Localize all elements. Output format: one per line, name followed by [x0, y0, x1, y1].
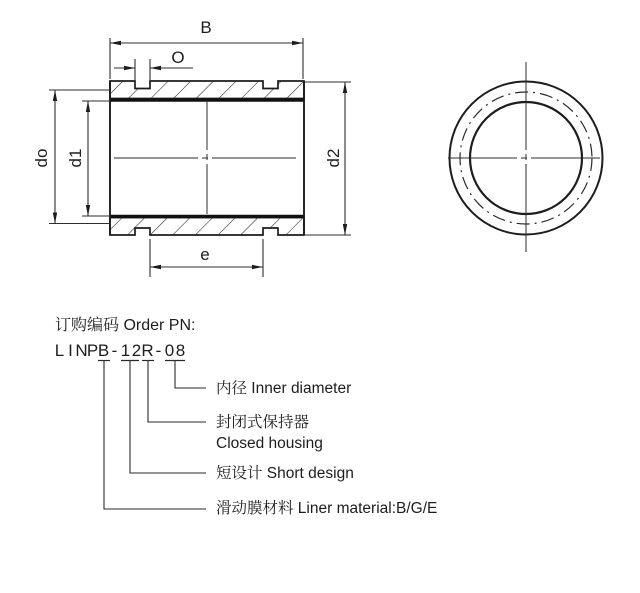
callout-closed-housing-cjk: 封闭式保持器 [216, 414, 310, 431]
arrowhead [343, 82, 347, 93]
dim-label-O: O [171, 48, 185, 67]
leader-inner-diameter [175, 361, 206, 389]
dim-d2 [305, 82, 351, 235]
arrowhead [343, 224, 347, 235]
callout-liner-material: 滑动膜材料 Liner material:B/G/E [216, 500, 438, 517]
top-wall-hatched [110, 81, 304, 99]
dim-label-e: e [200, 245, 210, 264]
dim-O [114, 48, 193, 80]
dim-e [150, 239, 263, 277]
arrowhead [86, 205, 90, 216]
arrowhead [124, 66, 135, 70]
pn-callout-leaders [104, 361, 206, 510]
arrowhead [150, 265, 161, 269]
callout-short-design: 短设计 Short design [216, 465, 354, 482]
dim-label-d1: d1 [66, 148, 85, 168]
bottom-wall-hatched [110, 218, 304, 236]
arrowhead [53, 90, 57, 101]
section-centerlines [114, 100, 298, 217]
arrowhead [53, 213, 57, 224]
end-view [448, 62, 603, 256]
arrowhead [292, 41, 303, 45]
callout-closed-housing-en: Closed housing [216, 435, 323, 452]
arrowhead [252, 265, 263, 269]
dim-label-B: B [200, 18, 212, 37]
leader-closed-housing [148, 361, 206, 423]
order-pn-code: LINPB-12R-08 [54, 341, 186, 360]
dim-d1 [66, 101, 110, 216]
order-pn-block [55, 316, 438, 517]
dim-label-do: do [32, 148, 51, 168]
leader-short-design [130, 361, 206, 474]
order-title: 订购编码 Order PN: [55, 317, 196, 334]
dim-B [110, 18, 303, 79]
leader-liner-material [104, 361, 206, 510]
callout-inner-diameter: 内径 Inner diameter [216, 380, 352, 397]
arrowhead [150, 66, 161, 70]
dim-label-d2: d2 [324, 148, 343, 168]
section-view [32, 18, 351, 277]
arrowhead [86, 101, 90, 112]
arrowhead [110, 41, 121, 45]
